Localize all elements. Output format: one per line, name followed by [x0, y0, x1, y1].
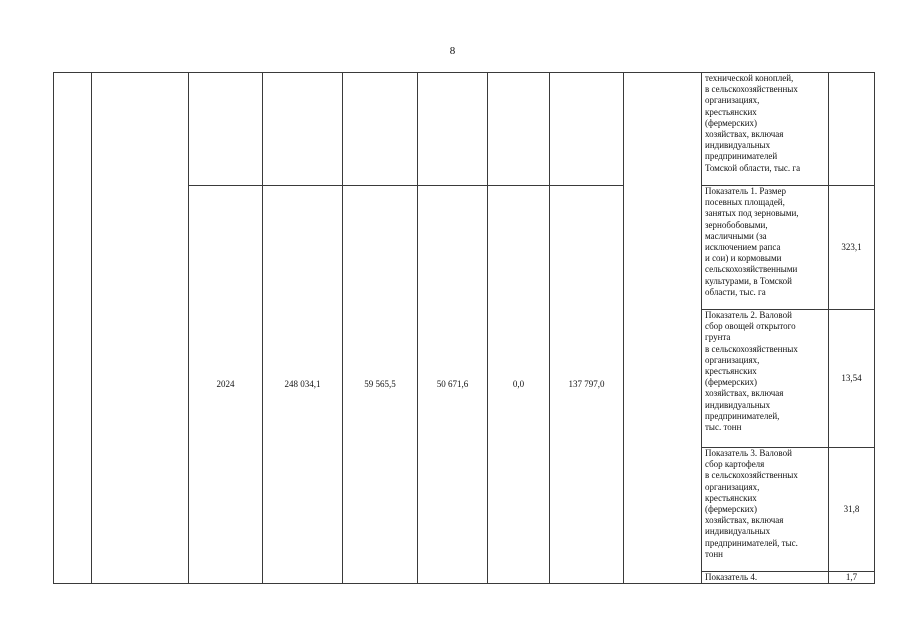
indicator-4-text: Показатель 4.: [702, 572, 829, 584]
indicator-text-continued: технической коноплей, в сельскохозяйственных организациях, крестьянских (фермерских) хозяйствах, включая индивидуальных предпринимателей Томской области, тыс. га: [702, 73, 829, 186]
extra-cell: [624, 186, 702, 584]
year-cell-prev: [189, 73, 263, 186]
page-number: 8: [449, 45, 456, 57]
total-cell: 248 034,1: [263, 186, 343, 584]
continued-row: [54, 73, 875, 186]
indicator-2-value: 13,54: [829, 310, 875, 448]
indicator-1-text: Показатель 1. Размер посевных площадей, занятых под зерновыми, зернобобовыми, масличными (за исключением рапса и сои) и кормовыми сельскохозяйственными культурами, в Томской области, тыс. га: [702, 186, 829, 310]
local-cell: 0,0: [488, 186, 550, 584]
regional-cell-prev: [418, 73, 488, 186]
indicator-3-text: Показатель 3. Валовой сбор картофеля в сельскохозяйственных организациях, крестьянских (фермерских) хозяйствах, включая индивидуальных предпринимателей, тыс. тонн: [702, 448, 829, 572]
local-cell-prev: [488, 73, 550, 186]
regional-cell: 50 671,6: [418, 186, 488, 584]
extra-cell-prev: [624, 73, 702, 186]
indicator-4-value: 1,7: [829, 572, 875, 584]
program-funding-table: [53, 72, 875, 584]
federal-cell: 59 565,5: [343, 186, 418, 584]
activity-name-cell: [92, 73, 189, 584]
year-cell: 2024: [189, 186, 263, 584]
indicator-value-continued: [829, 73, 875, 186]
indicator-1-value: 323,1: [829, 186, 875, 310]
extrabudget-cell: 137 797,0: [550, 186, 624, 584]
total-cell-prev: [263, 73, 343, 186]
indicator-3-value: 31,8: [829, 448, 875, 572]
number-cell: [54, 73, 92, 584]
indicator-2-text: Показатель 2. Валовой сбор овощей открытого грунта в сельскохозяйственных организациях, крестьянских (фермерских) хозяйствах, включая индивидуальных предпринимателей, тыс. тонн: [702, 310, 829, 448]
federal-cell-prev: [343, 73, 418, 186]
extrabudget-cell-prev: [550, 73, 624, 186]
